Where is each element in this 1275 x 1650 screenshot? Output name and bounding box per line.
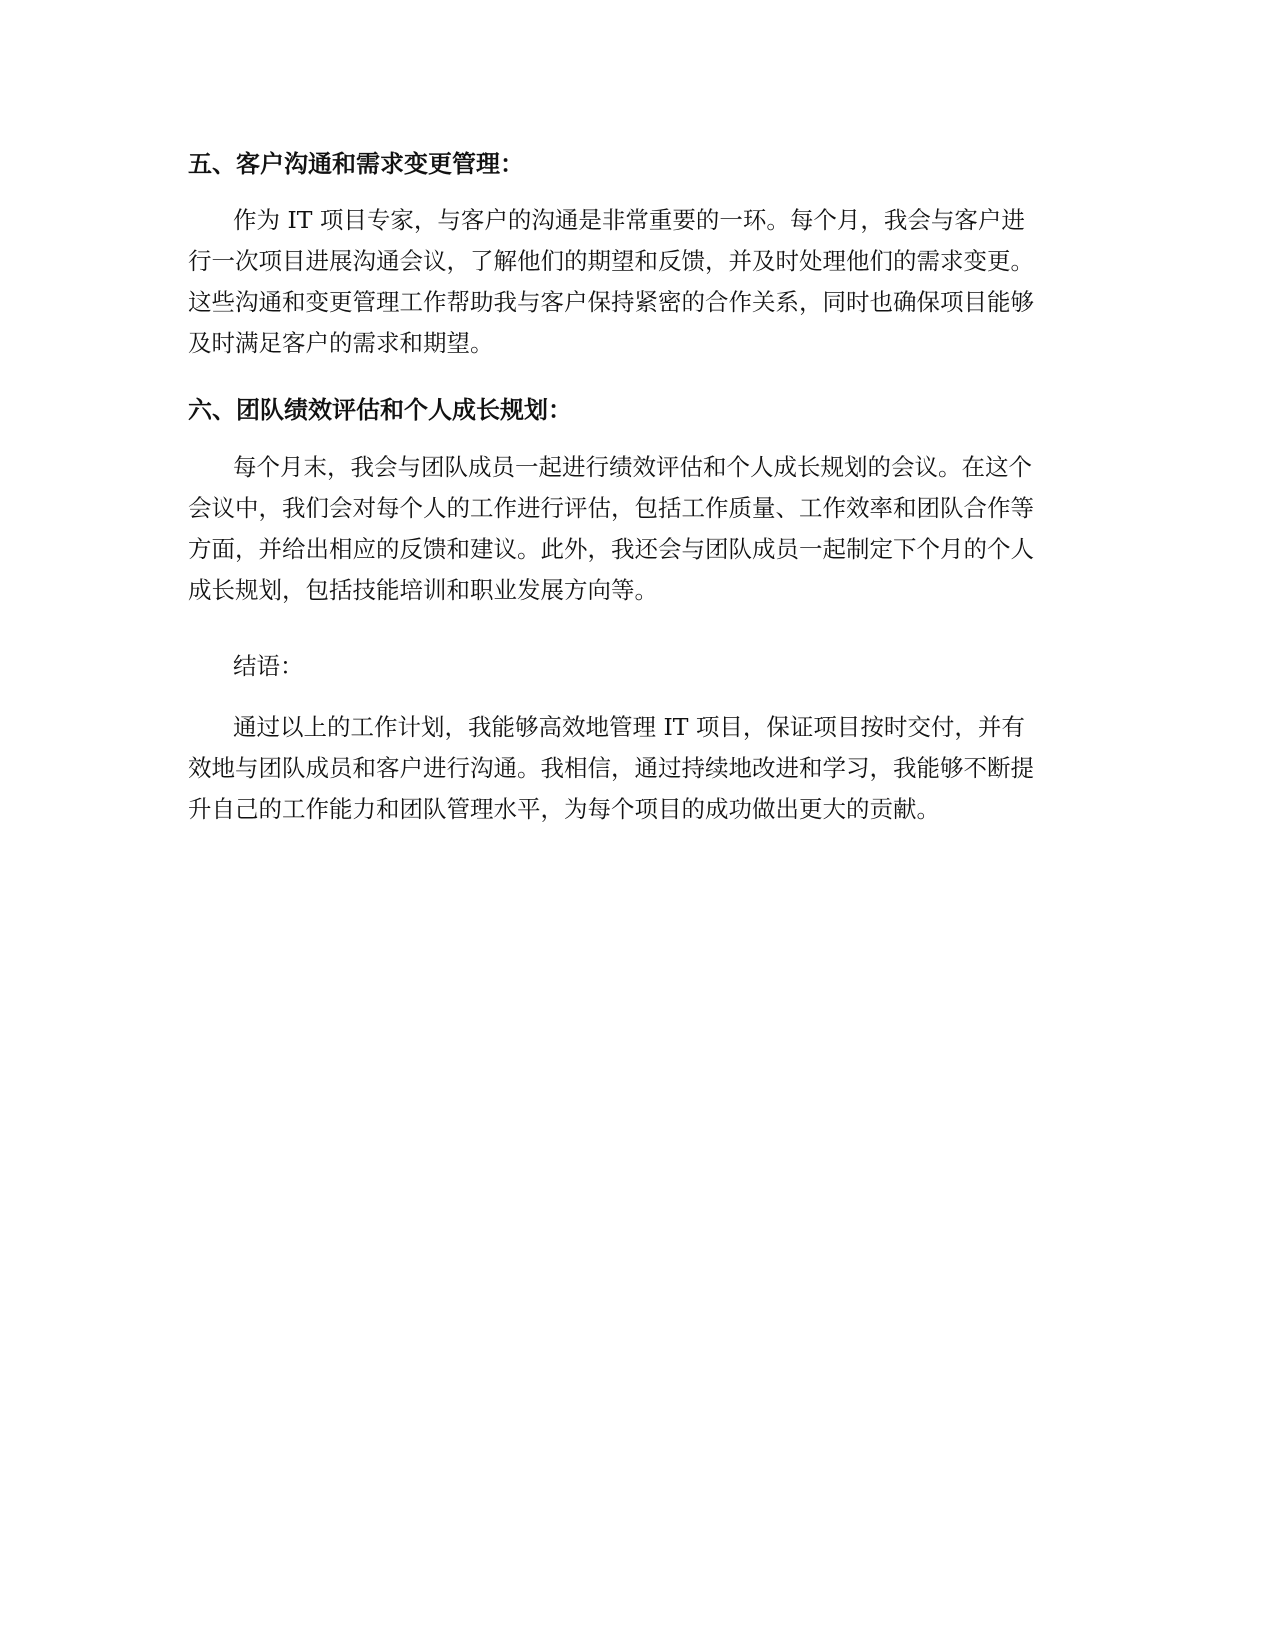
paragraph-team-performance — [188, 447, 1088, 611]
paragraph-line: 行一次项目进展沟通会议，了解他们的期望和反馈，并及时处理他们的需求变更。 — [188, 247, 1034, 275]
paragraph-line: 这些沟通和变更管理工作帮助我与客户保持紧密的合作关系，同时也确保项目能够 — [188, 288, 1034, 316]
paragraph-line: 每个月末，我会与团队成员一起进行绩效评估和个人成长规划的会议。在这个 — [233, 453, 1032, 481]
paragraph-line: 作为 IT 项目专家，与客户的沟通是非常重要的一环。每个月，我会与客户进 — [233, 206, 1025, 234]
paragraph-line: 方面，并给出相应的反馈和建议。此外，我还会与团队成员一起制定下个月的个人 — [188, 535, 1034, 563]
paragraph-client-communication — [188, 200, 1088, 364]
conclusion-label — [188, 646, 1088, 687]
paragraph-line: 通过以上的工作计划，我能够高效地管理 IT 项目，保证项目按时交付，并有 — [233, 713, 1025, 741]
paragraph-line: 会议中，我们会对每个人的工作进行评估，包括工作质量、工作效率和团队合作等 — [188, 494, 1034, 522]
paragraph-conclusion — [188, 707, 1088, 830]
paragraph-line: 及时满足客户的需求和期望。 — [188, 329, 494, 357]
conclusion-label-text: 结语： — [233, 652, 304, 680]
section-heading-client-communication: 五、客户沟通和需求变更管理： — [188, 150, 524, 178]
section-heading-team-performance: 六、团队绩效评估和个人成长规划： — [188, 396, 572, 424]
paragraph-line: 成长规划，包括技能培训和职业发展方向等。 — [188, 576, 658, 604]
paragraph-line: 效地与团队成员和客户进行沟通。我相信，通过持续地改进和学习，我能够不断提 — [188, 754, 1034, 782]
paragraph-line: 升自己的工作能力和团队管理水平，为每个项目的成功做出更大的贡献。 — [188, 795, 940, 823]
